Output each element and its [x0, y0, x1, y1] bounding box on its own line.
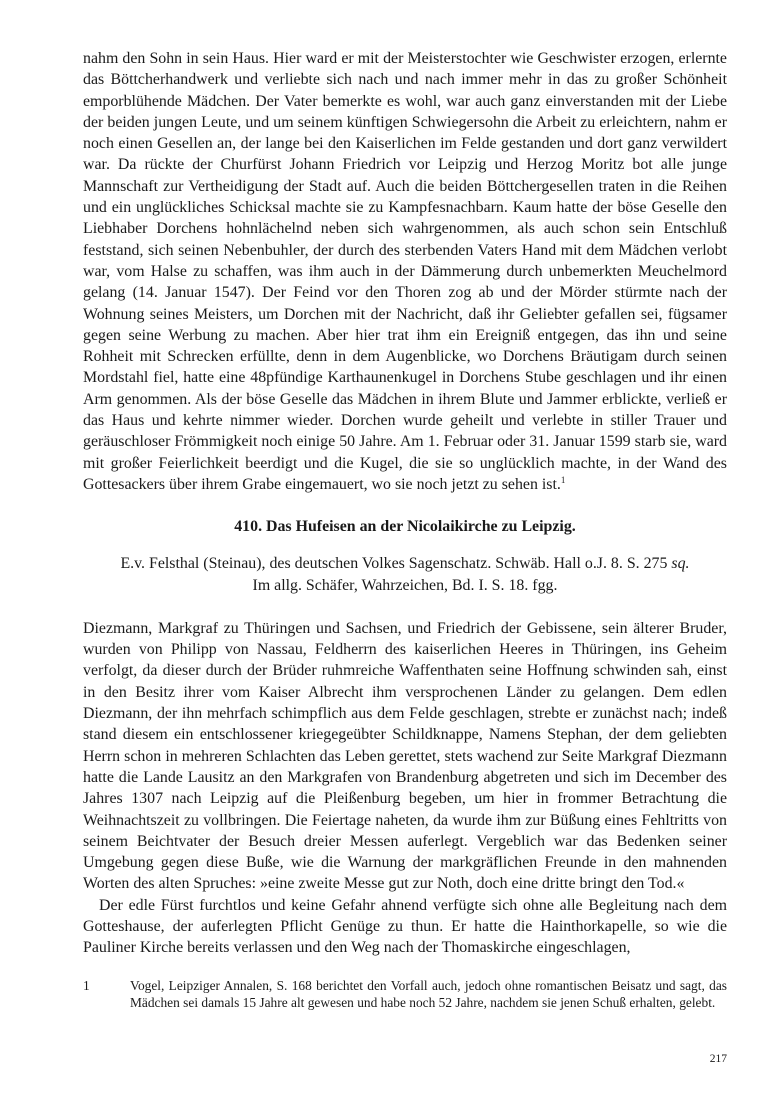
- footnote-number: 1: [83, 978, 90, 993]
- footnote: [83, 977, 727, 1012]
- footnotes: [83, 977, 727, 1012]
- source-line-1: [83, 553, 727, 574]
- paragraph-2: Diezmann, Markgraf zu Thüringen und Sachsen, und Friedrich der Gebissene, sein älterer Bruder, wurden von Philipp von Nassau, Feldherrn des kaiserlichen Heeres in Thüringen, ins Geheim verfolgt, da dieser durch der Brüder ruhmreiche Waffenthaten seine Hoffnung schwinden sah, einst in den Besitz ihrer vom Kaiser Albrecht ihm versprochenen Länder zu gelangen. Dem edlen Diezmann, der ihn mehrfach schimpflich aus dem Felde geschlagen, strebte er zunächst nach; indeß stand diesem ein entschlossener kriegegeübter Schildknappe, Namens Stephan, der dem geliebten Herrn schon in mehreren Schlachten das Leben gerettet, stets wachend zur Seite Markgraf Diezmann hatte die Lande Lausitz an den Markgrafen von Brandenburg abgetreten und sich im December des Jahres 1307 nach Leipzig auf die Pleißenburg begeben, um hier in frommer Betrachtung die Weihnachtszeit zu vollbringen. Die Feiertage naheten, da wurde ihm zur Büßung eines Fehltritts von seinem Beichtvater der Besuch dreier Messen auferlegt. Vergeblich war das Bedenken seiner Umgebung gegen diese Buße, wie die Warnung der markgräflichen Freunde in den mahnenden Worten des alten Spruches: »eine zweite Messe gut zur Noth, doch eine dritte bringt den Tod.«: [83, 619, 727, 893]
- page-text: [83, 48, 727, 959]
- footnote-text: Vogel, Leipziger Annalen, S. 168 berichtet den Vorfall auch, jedoch ohne romantischen Beisatz und sagt, das Mädchen sei damals 15 Jahre alt gewesen und habe noch 52 Jahre, nachdem sie jenen Schuß erhalten, gelebt.: [130, 978, 727, 1011]
- page-number: 217: [709, 1053, 727, 1065]
- paragraph-1: [83, 48, 727, 495]
- source-line-1-italic: sq.: [671, 555, 690, 573]
- section-heading: 410. Das Hufeisen an der Nicolaikirche zu Leipzig.: [234, 518, 576, 536]
- paragraph-1-text: nahm den Sohn in sein Haus. Hier ward er mit der Meisterstochter wie Geschwister erzogen, erlernte das Böttcherhandwerk und verliebte sich nach und nach immer mehr in das zu großer Schönheit emporblühende Mädchen. Der Vater bemerkte es wohl, war auch ganz einverstanden mit der Liebe der beiden jungen Leute, und um seinem künftigen Schwiegersohn die Arbeit zu erleichtern, nahm er noch einen Gesellen an, der lange bei den Kaiserlichen im Felde gestanden und dort ganz verwildert war. Da rückte der Churfürst Johann Friedrich vor Leipzig und Herzog Moritz bot alle junge Mannschaft zur Vertheidigung der Stadt auf. Auch die beiden Böttchergesellen traten in die Reihen und ein unglückliches Schicksal machte sie zu Kampfesnachbarn. Kaum hatte der böse Geselle den Liebhaber Dorchens hohnlächelnd neben sich wahrgenommen, als auch schon sein Entschluß feststand, sich seinen Nebenbuhler, der durch des sterbenden Vaters Hand mit dem Mädchen verlobt war, vom Halse zu schaffen, was ihm auch in der Dämmerung durch unbemerkten Meuchelmord gelang (14. Januar 1547). Der Feind vor den Thoren zog ab und der Mörder stürmte nach der Wohnung seines Meisters, um Dorchen mit der Nachricht, daß ihr Geliebter gefallen sei, fügsamer gegen seine Werbung zu machen. Aber hier trat ihm ein Ereigniß entgegen, das ihn und seine Rohheit mit Schrecken erfüllte, denn in dem Augenblicke, wo Dorchens Bräutigam durch seinen Mordstahl fiel, hatte eine 48pfündige Karthaunenkugel in Dorchens Stube geschlagen und ihr einen Arm genommen. Als der böse Geselle das Mädchen in ihrem Blute und Jammer erblickte, verließ er das Haus und kehrte nimmer wieder. Dorchen wurde geheilt und verlebte in stiller Trauer und geräuschloser Frömmigkeit noch einige 50 Jahre. Am 1. Februar oder 31. Januar 1599 starb sie, ward mit großer Feierlichkeit beerdigt und die Kugel, die sie so unglücklich machte, in der Wand des Gottesackers über ihrem Grabe eingemauert, wo sie noch jetzt zu sehen ist.: [83, 50, 727, 493]
- paragraph-3: Der edle Fürst furchtlos und keine Gefahr ahnend verfügte sich ohne alle Begleitung nach dem Gotteshause, der auferlegten Pflicht Genüge zu thun. Er hatte die Hainthorkapelle, so wie die Pauliner Kirche bereits verlassen und den Weg nach der Thomaskirche eingeschlagen,: [83, 896, 727, 957]
- source-line-2: Im allg. Schäfer, Wahrzeichen, Bd. I. S. 18. fgg.: [252, 576, 558, 594]
- source-citation: [83, 553, 727, 596]
- source-line-1-text: E.v. Felsthal (Steinau), des deutschen Volkes Sagenschatz. Schwäb. Hall o.J. 8. S. 275: [120, 555, 672, 573]
- footnote-reference[interactable]: 1: [560, 474, 566, 485]
